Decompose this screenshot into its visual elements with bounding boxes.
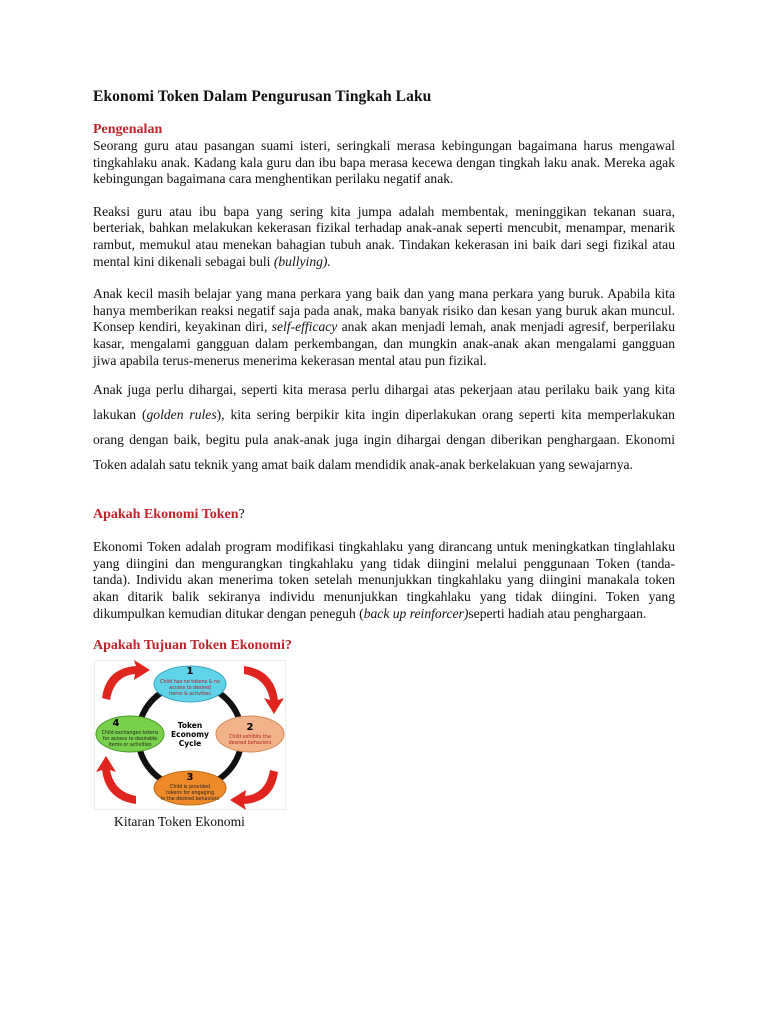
- figure-caption: Kitaran Token Ekonomi: [114, 814, 245, 830]
- cycle-step-1: [154, 666, 226, 702]
- term-bullying: (bullying).: [273, 253, 331, 269]
- svg-text:Token: Token: [177, 721, 203, 731]
- svg-text:Child exhibits the: Child exhibits the: [229, 735, 271, 741]
- svg-text:Cycle: Cycle: [178, 739, 202, 749]
- token-economy-cycle-figure: [94, 660, 286, 830]
- term-golden-rules: golden rules: [146, 407, 217, 423]
- svg-text:items & activities: items & activities: [169, 692, 211, 698]
- paragraph-intro-4: Anak juga perlu dihargai, seperti kita merasa perlu dihargai atas pekerjaan atau perilaku baik yang kita lakukan (golden rules), kita sering berpikir kita ingin diperlakukan orang seperti kita memperlakukan orang dengan baik, begitu pula anak-anak juga ingin dihargai dengan diberikan penghargaan. Ekonomi Token adalah satu teknik yang amat baik dalam mendidik anak-anak berkelakuan yang sewajarnya.: [93, 382, 675, 473]
- term-back-up-reinforcer: back up reinforcer): [363, 605, 469, 621]
- cycle-step-4: [96, 716, 164, 752]
- document-title: Ekonomi Token Dalam Pengurusan Tingkah Laku: [93, 88, 432, 105]
- svg-text:desired behaviors: desired behaviors: [228, 741, 272, 747]
- svg-text:Economy: Economy: [171, 730, 209, 740]
- paragraph-intro-2: Reaksi guru atau ibu bapa yang sering kita jumpa adalah membentak, meninggikan tekanan suara, berteriak, bahkan melakukan kekerasan fizikal terhadap anak-anak seperti mencubit, menampar, menarik rambut, memukul atau menekan bahagian tubuh anak. Tindakan kekerasan ini baik dari segi fizikal atau mental kini dikenali sebagai buli (bullying).: [93, 203, 675, 269]
- step-1-number: 1: [186, 666, 194, 678]
- heading-apakah-tujuan: Apakah Tujuan Token Ekonomi?: [93, 638, 292, 654]
- cycle-step-2: [216, 716, 284, 752]
- svg-text:items or activities: items or activities: [108, 743, 152, 749]
- svg-text:tokens for engaging: tokens for engaging: [166, 791, 214, 797]
- heading-apakah-ekonomi-token: Apakah Ekonomi Token?: [93, 507, 245, 523]
- step-4-number: 4: [112, 718, 120, 730]
- step-3-number: 3: [186, 772, 194, 784]
- step-2-number: 2: [246, 722, 254, 734]
- cycle-diagram: [94, 660, 286, 810]
- paragraph-intro-3: Anak kecil masih belajar yang mana perkara yang baik dan yang mana perkara yang buruk. Apabila kita hanya memberikan reaksi negatif saja pada anak, maka banyak risiko dan kesan yang buruk akan muncul. Konsep kendiri, keyakinan diri, self-efficacy anak akan menjadi lemah, anak menjadi agresif, berperilaku kasar, mengalami gangguan dalam perkembangan, dan mungkin anak-anak akan mengalami gangguan jiwa apabila terus-menerus menerima kekerasan mental atau pun fizikal.: [93, 286, 675, 368]
- term-self-efficacy: self-efficacy: [271, 319, 338, 335]
- heading-pengenalan: Pengenalan: [93, 122, 163, 137]
- svg-text:access to desired: access to desired: [169, 686, 211, 692]
- svg-text:Child exchanges tokens: Child exchanges tokens: [101, 731, 159, 737]
- paragraph-intro-1: Seorang guru atau pasangan suami isteri, seringkali merasa kebingungan bagaimana harus mengawal tingkahlaku anak. Kadang kala guru dan ibu bapa merasa kecewa dengan tingkah laku anak. Mereka agak kebingungan bagaimana cara menghentikan perilaku negatif anak.: [93, 138, 675, 187]
- svg-text:in the desired behaviors: in the desired behaviors: [160, 797, 220, 803]
- document-content: [93, 88, 675, 830]
- cycle-step-3: [154, 771, 226, 805]
- svg-text:Child has no tokens & no: Child has no tokens & no: [160, 680, 220, 686]
- paragraph-ekonomi-token: Ekonomi Token adalah program modifikasi tingkahlaku yang dirancang untuk meningkatkan tinglahlaku yang diingini dan mengurangkan tingkahlaku yang tidak diingini melalui penggunaan Token (tanda-tanda). Individu akan menerima token setelah menunjukkan tingkahlaku yang diingini manakala token akan ditarik balik sekiranya individu menunjukkan tingkahlaku yang tidak diingini. Token yang dikumpulkan kemudian ditukar dengan peneguh (back up reinforcer)seperti hadiah atau penghargaan.: [93, 539, 675, 621]
- svg-text:Child is provided: Child is provided: [169, 785, 211, 791]
- svg-text:for access to desirable: for access to desirable: [102, 737, 158, 743]
